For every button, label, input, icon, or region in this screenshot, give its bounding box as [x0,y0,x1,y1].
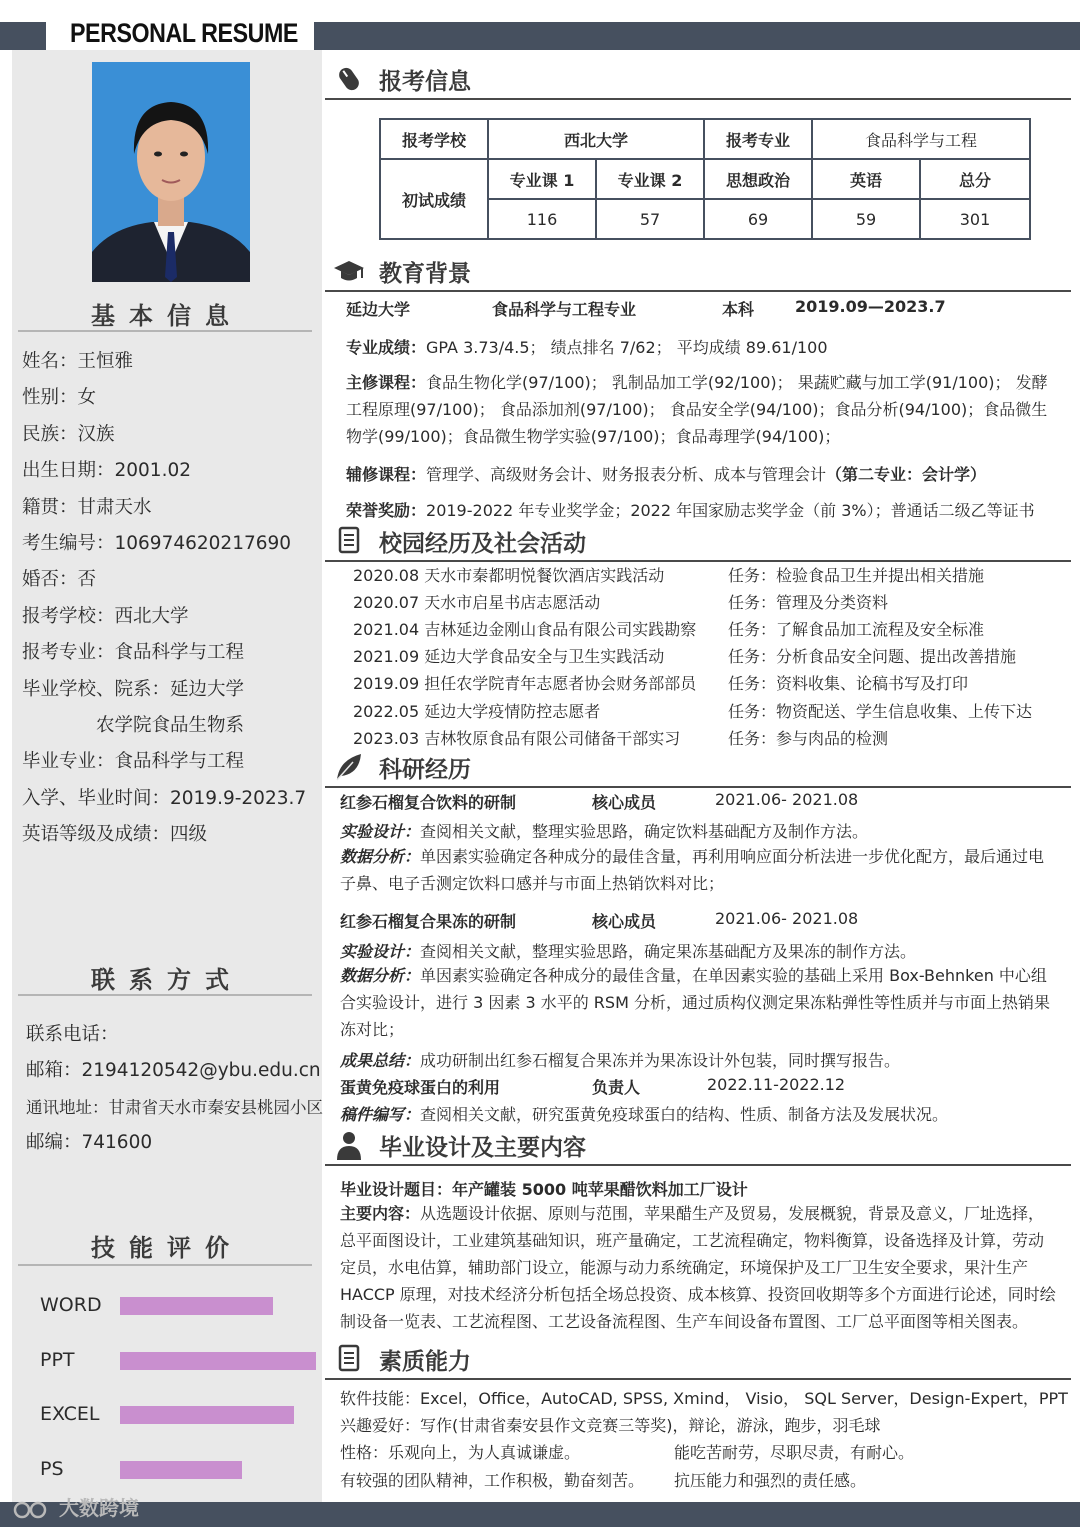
section-campus-rule [325,560,1071,562]
info-hometown: 籍贯：甘肃天水 [22,497,152,518]
exam-school-value: 西北大学 [488,119,704,159]
info-graduate-major: 毕业专业：食品科学与工程 [22,751,245,772]
campus-task-7: 任务：参与肉品的检测 [728,729,889,748]
bottom-bar [0,1502,1080,1527]
research-1-analysis [340,843,1056,897]
research-3-period: 2022.11-2022.12 [707,1075,846,1094]
research-2-design-text: 查阅相关文献，整理实验思路，确定果冻基础配方及果冻的制作方法。 [420,942,917,961]
edu-honor-line [346,498,1035,521]
section-research-rule [325,786,1071,788]
campus-task-5: 任务：资料收集、论稿书写及打印 [728,674,969,693]
thesis-title: 年产罐装 5000 吨苹果醋饮料加工厂设计 [452,1180,748,1199]
campus-task-3: 任务：了解食品加工流程及安全标准 [728,620,985,639]
sidebar [12,50,322,1502]
info-graduate-school: 毕业学校、院系：延边大学 [22,679,245,700]
exam-school-label: 报考学校 [380,119,488,159]
campus-event-7: 2023.03 吉林牧原食品有限公司储备干部实习 [353,729,681,748]
campus-task-2: 任务：管理及分类资料 [728,593,889,612]
section-quality-header [325,1340,1071,1380]
skills-heading: 技能评价 [91,1234,243,1262]
thesis-title-line [340,1177,748,1200]
contact-email: 邮箱：2194120542@ybu.edu.cn [26,1060,321,1081]
info-graduate-dept: 农学院食品生物系 [96,715,245,736]
info-name: 姓名：王恒雅 [22,351,134,372]
document-icon [333,1344,365,1374]
exam-score-3: 69 [704,199,812,239]
skill-bar-ps [120,1461,316,1479]
watermark-logo-icon [12,1499,52,1521]
exam-subject-5: 总分 [920,159,1030,199]
research-2-summary-text: 成功研制出红参石榴复合果冻并为果冻设计外包装，同时撰写报告。 [420,1051,901,1070]
research-2-period: 2021.06- 2021.08 [715,909,859,928]
edu-period: 2019.09—2023.7 [795,297,946,316]
research-1-analysis-text: 单因素实验确定各种成分的最佳含量，再利用响应面分析法进一步优化配方，最后通过电子鼻、电子舌测定饮料口感并与市面上热销饮料对比； [340,847,1045,893]
campus-task-6: 任务：物资配送、学生信息收集、上传下达 [728,702,1033,721]
research-2-summary-label: 成果总结： [340,1051,421,1070]
thesis-content-label: 主要内容： [340,1204,421,1223]
edu-courses-text: 食品生物化学(97/100)； 乳制品加工学(92/100)； 果蔬贮藏与加工学(91/100)； 发酵工程原理(97/100)； 食品添加剂(97/100)； 食品安全学(94/100)；食品分析(94/100)；食品微生物学(99/100)；食品微生物学实验(97/100)；食品毒理学(94/100)； [346,373,1048,446]
exam-score-5: 301 [920,199,1030,239]
skill-bar-word [120,1297,316,1315]
section-education-title: 教育背景 [379,261,471,287]
info-target-major: 报考专业：食品科学与工程 [22,642,245,663]
research-3-role: 负责人 [592,1078,641,1097]
info-gender: 性别：女 [22,387,97,408]
document-icon [333,526,365,556]
section-education-rule [325,290,1071,292]
exam-subject-3: 思想政治 [704,159,812,199]
edu-minor-second-major: （第二专业：会计学） [826,465,987,484]
edu-minor-line [346,462,986,485]
skill-label-ps: PS [40,1458,64,1480]
quality-hobby: 兴趣爱好：写作(甘肃省秦安县作文竞赛三等奖)，辩论，游泳，跑步，羽毛球 [340,1416,881,1435]
skill-label-excel: EXCEL [40,1403,100,1425]
edu-gpa: GPA 3.73/4.5； 绩点排名 7/62； 平均成绩 89.61/100 [426,338,828,357]
exam-score-1: 116 [488,199,596,239]
research-2-title: 红参石榴复合果冻的研制 [340,912,517,931]
exam-score-2: 57 [596,199,704,239]
campus-event-6: 2022.05 延边大学疫情防控志愿者 [353,702,601,721]
basic-info-divider [18,330,312,332]
research-1-design [340,819,868,842]
edu-minor: 管理学、高级财务会计、财务报表分析、成本与管理会计 [426,465,827,484]
exam-score-4: 59 [812,199,920,239]
quality-trait-1a: 性格：乐观向上，为人真诚谦虚。 [340,1443,581,1462]
contact-postcode: 邮编：741600 [26,1132,153,1153]
info-target-school: 报考学校：西北大学 [22,606,189,627]
edu-courses-label: 主修课程： [346,373,427,392]
section-quality-rule [325,1378,1071,1380]
section-exam-header [325,60,1071,100]
graduation-cap-icon [333,256,365,286]
skill-bar-excel [120,1406,316,1424]
quality-trait-2a: 有较强的团队精神，工作积极，勤奋刻苦。 [340,1471,645,1490]
campus-event-1: 2020.08 天水市秦都明悦餐饮酒店实践活动 [353,566,665,585]
top-bar-left-strip [0,22,46,50]
section-thesis-title: 毕业设计及主要内容 [379,1135,586,1161]
basic-info-heading: 基本信息 [91,302,243,330]
skill-label-word: WORD [40,1294,102,1316]
mouse-icon [333,64,365,94]
quality-trait-2b: 抗压能力和强烈的责任感。 [674,1471,867,1490]
thesis-content [340,1200,1056,1335]
research-3-write-text: 查阅相关文献，研究蛋黄免疫球蛋白的结构、性质、制备方法及发展状况。 [420,1105,949,1124]
edu-courses [346,369,1052,450]
research-2-summary [340,1048,900,1071]
section-quality-title: 素质能力 [379,1349,471,1375]
section-thesis-header [325,1126,1071,1166]
exam-subject-4: 英语 [812,159,920,199]
research-2-design-label: 实验设计： [340,942,421,961]
contact-address: 通讯地址：甘肃省天水市秦安县桃园小区 [26,1098,323,1117]
edu-honor: 2019-2022 年专业奖学金；2022 年国家励志奖学金（前 3%）；普通话二级乙等证书 [426,501,1035,520]
edu-gpa-label: 专业成绩： [346,338,427,357]
info-exam-number: 考生编号：106974620217690 [22,533,292,554]
info-study-period: 入学、毕业时间：2019.9-2023.7 [22,788,307,809]
campus-event-4: 2021.09 延边大学食品安全与卫生实践活动 [353,647,665,666]
quality-trait-1b: 能吃苦耐劳，尽职尽责，有耐心。 [674,1443,915,1462]
info-marital: 婚否：否 [22,569,97,590]
edu-minor-label: 辅修课程： [346,465,427,484]
contact-divider [18,994,312,996]
info-birthdate: 出生日期：2001.02 [22,460,192,481]
research-2-analysis-label: 数据分析： [340,966,421,985]
exam-score-table [379,118,1031,240]
research-1-role: 核心成员 [592,793,657,812]
thesis-content-text: 从选题设计依据、原则与范围，苹果醋生产及贸易，发展概貌，背景及意义，厂址选择，总平面图设计，工业建筑基础知识，班产量确定，工艺流程确定，物料衡算，设备选择及计算，劳动定员，水电估算，辅助部门设立，能源与动力系统确定，环境保护及工厂卫生安全要求，果汁生产 HACCP 原理，对技术经济分析包括全场总投资、成本核算、投资回收期等多个方面进行论述，同时绘制设备一览表、工艺流程图、工艺设备流程图、生产车间设备布置图、工厂总平面图等相关图表。 [340,1204,1056,1331]
exam-major-label: 报考专业 [704,119,812,159]
section-exam-rule [325,98,1071,100]
thesis-title-label: 毕业设计题目： [340,1180,453,1199]
research-1-design-label: 实验设计： [340,822,421,841]
person-icon [333,1130,365,1160]
research-2-analysis-text: 单因素实验确定各种成分的最佳含量，在单因素实验的基础上采用 Box-Behnken 中心组合实验设计，进行 3 因素 3 水平的 RSM 分析，通过质构仪测定果冻粘弹性等性质并与市面上热销果冻对比； [340,966,1050,1039]
profile-photo [92,62,250,282]
section-exam-title: 报考信息 [379,69,471,95]
research-1-period: 2021.06- 2021.08 [715,790,859,809]
edu-honor-label: 荣誉奖励： [346,501,427,520]
campus-task-1: 任务：检验食品卫生并提出相关措施 [728,566,985,585]
section-education-header [325,252,1071,292]
top-bar-right-strip [314,22,1080,50]
research-3-write [340,1102,948,1125]
exam-major-value: 食品科学与工程 [812,119,1030,159]
exam-score-label: 初试成绩 [380,159,488,239]
research-2-analysis [340,962,1056,1043]
contact-phone: 联系电话： [26,1024,119,1045]
campus-event-2: 2020.07 天水市启星书店志愿活动 [353,593,601,612]
research-2-role: 核心成员 [592,912,657,931]
edu-degree: 本科 [722,300,755,319]
info-english-level: 英语等级及成绩：四级 [22,824,208,845]
leaf-icon [333,752,365,782]
campus-task-4: 任务：分析食品安全问题、提出改善措施 [728,647,1017,666]
section-research-header [325,748,1071,788]
contact-heading: 联系方式 [91,966,243,994]
skills-divider [18,1264,312,1266]
section-campus-title: 校园经历及社会活动 [379,531,586,557]
edu-major: 食品科学与工程专业 [492,300,637,319]
edu-gpa-line [346,335,828,358]
research-1-design-text: 查阅相关文献，整理实验思路，确定饮料基础配方及制作方法。 [420,822,869,841]
research-2-design [340,939,916,962]
skill-label-ppt: PPT [40,1349,75,1371]
quality-software: 软件技能：Excel，Office，AutoCAD, SPSS, Xmind， Visio， SQL Server，Design-Expert，PPT [340,1389,1068,1408]
research-1-analysis-label: 数据分析： [340,847,421,866]
exam-subject-2: 专业课 2 [596,159,704,199]
research-3-write-label: 稿件编写： [340,1105,421,1124]
skill-bar-ppt [120,1352,316,1370]
research-3-title: 蛋黄免疫球蛋白的利用 [340,1078,501,1097]
exam-subject-1: 专业课 1 [488,159,596,199]
top-bar [0,18,1080,50]
watermark-text: 大数跨境 [58,1496,139,1520]
research-1-title: 红参石榴复合饮料的研制 [340,793,517,812]
info-ethnicity: 民族：汉族 [22,424,115,445]
campus-event-5: 2019.09 担任农学院青年志愿者协会财务部部员 [353,674,697,693]
section-campus-header [325,522,1071,562]
watermark [12,1492,139,1521]
resume-title: PERSONAL RESUME [70,18,298,48]
campus-event-3: 2021.04 吉林延边金刚山食品有限公司实践勘察 [353,620,697,639]
section-thesis-rule [325,1164,1071,1166]
section-research-title: 科研经历 [379,757,471,783]
edu-school: 延边大学 [346,300,411,319]
